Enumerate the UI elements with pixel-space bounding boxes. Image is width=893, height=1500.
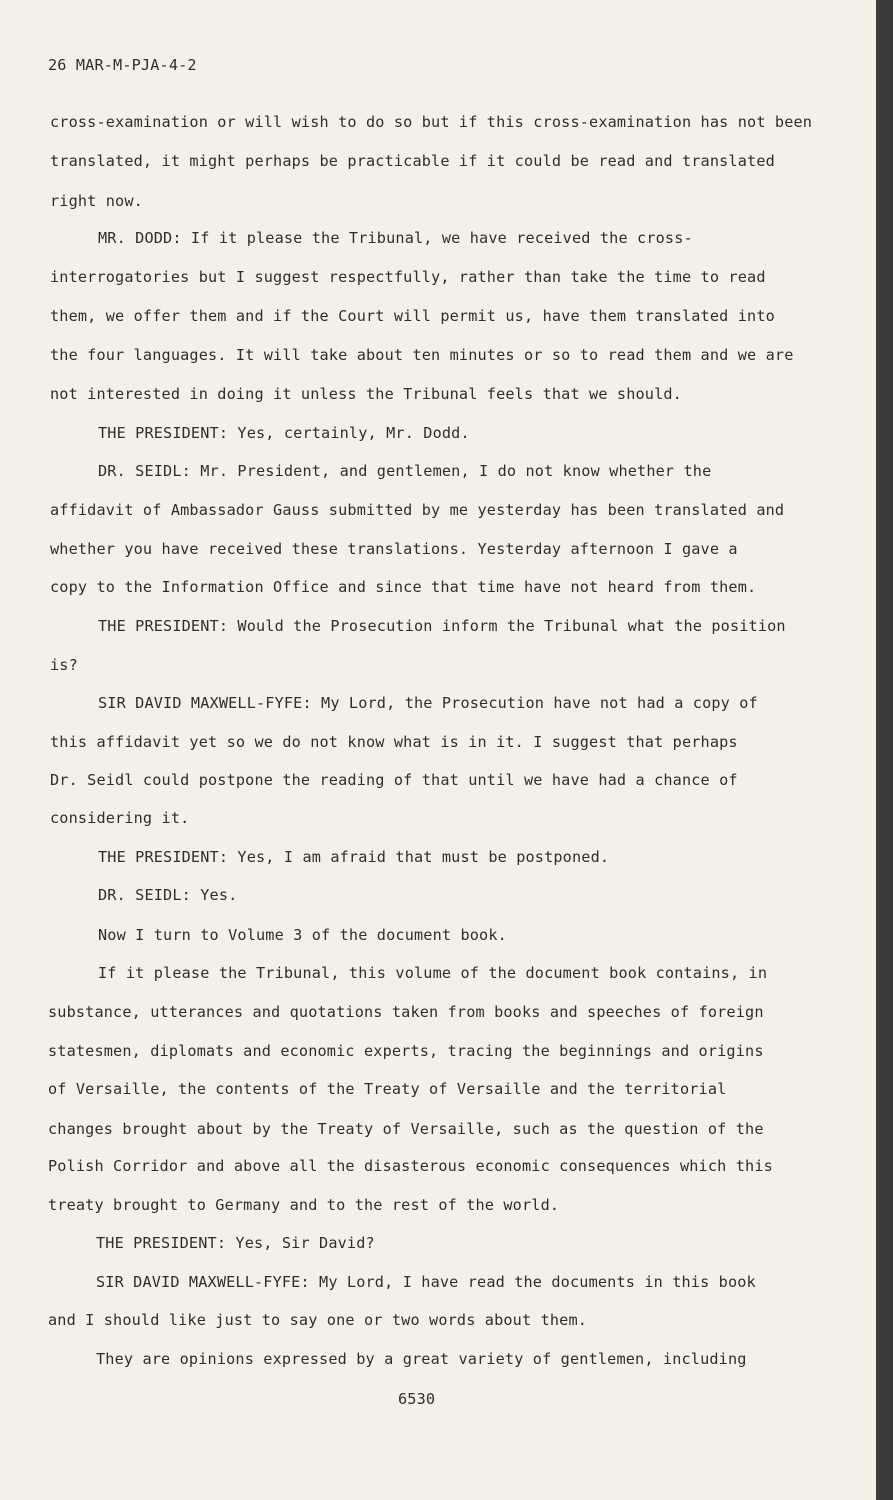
text-line: right now.: [50, 192, 143, 210]
text-line: THE PRESIDENT: Yes, certainly, Mr. Dodd.: [98, 424, 470, 442]
text-line: SIR DAVID MAXWELL-FYFE: My Lord, I have read the documents in this book: [96, 1273, 756, 1291]
text-line: copy to the Information Office and since that time have not heard from them.: [50, 578, 757, 596]
page-header: 26 MAR-M-PJA-4-2: [48, 56, 197, 74]
text-line: considering it.: [50, 809, 190, 827]
text-line: MR. DODD: If it please the Tribunal, we have received the cross-: [98, 229, 693, 247]
text-line: THE PRESIDENT: Yes, Sir David?: [96, 1234, 375, 1252]
text-line: THE PRESIDENT: Would the Prosecution inform the Tribunal what the position: [98, 617, 786, 635]
text-line: not interested in doing it unless the Tribunal feels that we should.: [50, 385, 682, 403]
text-line: SIR DAVID MAXWELL-FYFE: My Lord, the Prosecution have not had a copy of: [98, 694, 758, 712]
text-line: DR. SEIDL: Yes.: [98, 886, 238, 904]
text-line: of Versaille, the contents of the Treaty of Versaille and the territorial: [48, 1080, 727, 1098]
text-line: changes brought about by the Treaty of Versaille, such as the question of the: [48, 1120, 764, 1138]
text-line: them, we offer them and if the Court will permit us, have them translated into: [50, 307, 775, 325]
text-line: affidavit of Ambassador Gauss submitted by me yesterday has been translated and: [50, 501, 785, 519]
text-line: the four languages. It will take about ten minutes or so to read them and we are: [50, 346, 794, 364]
text-line: They are opinions expressed by a great variety of gentlemen, including: [96, 1350, 747, 1368]
text-line: interrogatories but I suggest respectfully, rather than take the time to read: [50, 268, 766, 286]
text-line: Polish Corridor and above all the disasterous economic consequences which this: [48, 1157, 773, 1175]
text-line: Now I turn to Volume 3 of the document book.: [98, 926, 507, 944]
text-line: and I should like just to say one or two words about them.: [48, 1311, 588, 1329]
text-line: THE PRESIDENT: Yes, I am afraid that must be postponed.: [98, 848, 610, 866]
text-line: whether you have received these translations. Yesterday afternoon I gave a: [50, 540, 738, 558]
text-line: this affidavit yet so we do not know what is in it. I suggest that perhaps: [50, 733, 738, 751]
scan-edge: [876, 0, 893, 1500]
text-line: substance, utterances and quotations taken from books and speeches of foreign: [48, 1003, 764, 1021]
text-line: If it please the Tribunal, this volume of the document book contains, in: [98, 964, 768, 982]
text-line: treaty brought to Germany and to the rest of the world.: [48, 1196, 560, 1214]
text-line: DR. SEIDL: Mr. President, and gentlemen, I do not know whether the: [98, 462, 712, 480]
page-number: 6530: [398, 1390, 436, 1408]
text-line: statesmen, diplomats and economic experts, tracing the beginnings and origins: [48, 1042, 764, 1060]
text-line: is?: [50, 656, 78, 674]
text-line: Dr. Seidl could postpone the reading of that until we have had a chance of: [50, 771, 738, 789]
text-line: cross-examination or will wish to do so but if this cross-examination has not been: [50, 113, 813, 131]
text-line: translated, it might perhaps be practicable if it could be read and translated: [50, 152, 775, 170]
